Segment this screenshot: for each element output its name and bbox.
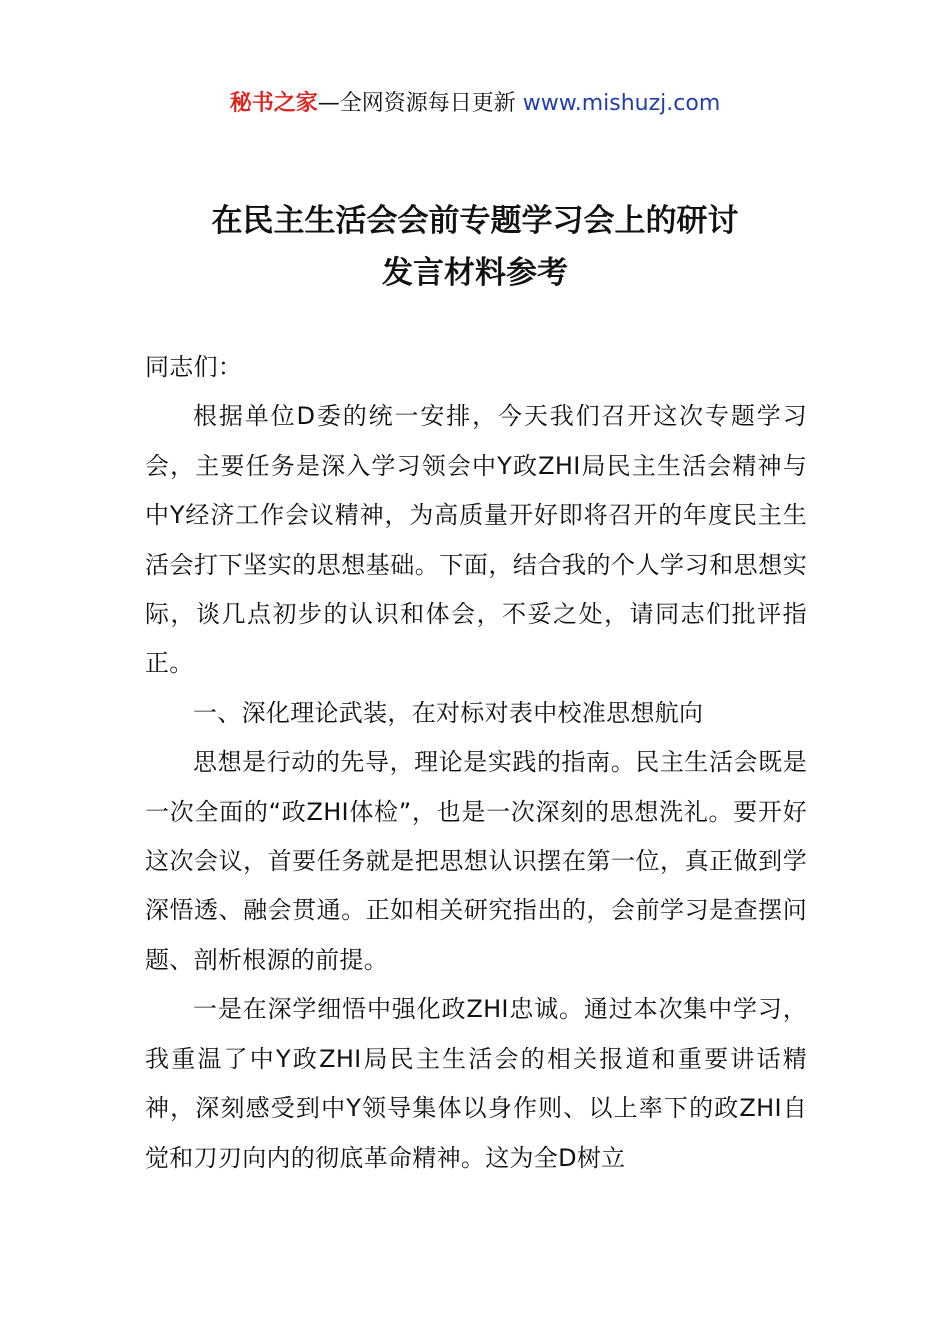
brand-name: 秘书之家: [229, 91, 318, 116]
site-url-link[interactable]: www.mishuzj.com: [522, 91, 721, 116]
paragraph-point-1: 一是在深学细悟中强化政ZHI忠诚。通过本次集中学习，我重温了中Y政ZHI局民主生活会的相关报道和重要讲话精神，深刻感受到中Y领导集体以身作则、以上率下的政ZHI自觉和刀刃向内的彻底革命精神。这为全D树立: [145, 995, 807, 1172]
title-line-1: 在民主生活会会前专题学习会上的研讨: [211, 203, 739, 239]
document-body: [145, 343, 807, 1183]
header-tagline: —全网资源每日更新: [317, 91, 523, 116]
document-title: [0, 195, 950, 299]
salutation: 同志们：: [145, 353, 243, 381]
site-header: [0, 88, 950, 120]
title-line-2: 发言材料参考: [382, 255, 568, 291]
paragraph-intro: 根据单位D委的统一安排，今天我们召开这次专题学习会，主要任务是深入学习领会中Y政ZHI局民主生活会精神与中Y经济工作会议精神，为高质量开好即将召开的年度民主生活会打下坚实的思想基础。下面，结合我的个人学习和思想实际，谈几点初步的认识和体会，不妥之处，请同志们批评指正。: [145, 402, 807, 678]
paragraph-section-1: 思想是行动的先导，理论是实践的指南。民主生活会既是一次全面的“政ZHI体检”，也是一次深刻的思想洗礼。要开好这次会议，首要任务就是把思想认识摆在第一位，真正做到学深悟透、融会贯通。正如相关研究指出的，会前学习是查摆问题、剖析根源的前提。: [145, 748, 807, 974]
section-heading-1: 一、深化理论武装，在对标对表中校准思想航向: [193, 698, 704, 727]
